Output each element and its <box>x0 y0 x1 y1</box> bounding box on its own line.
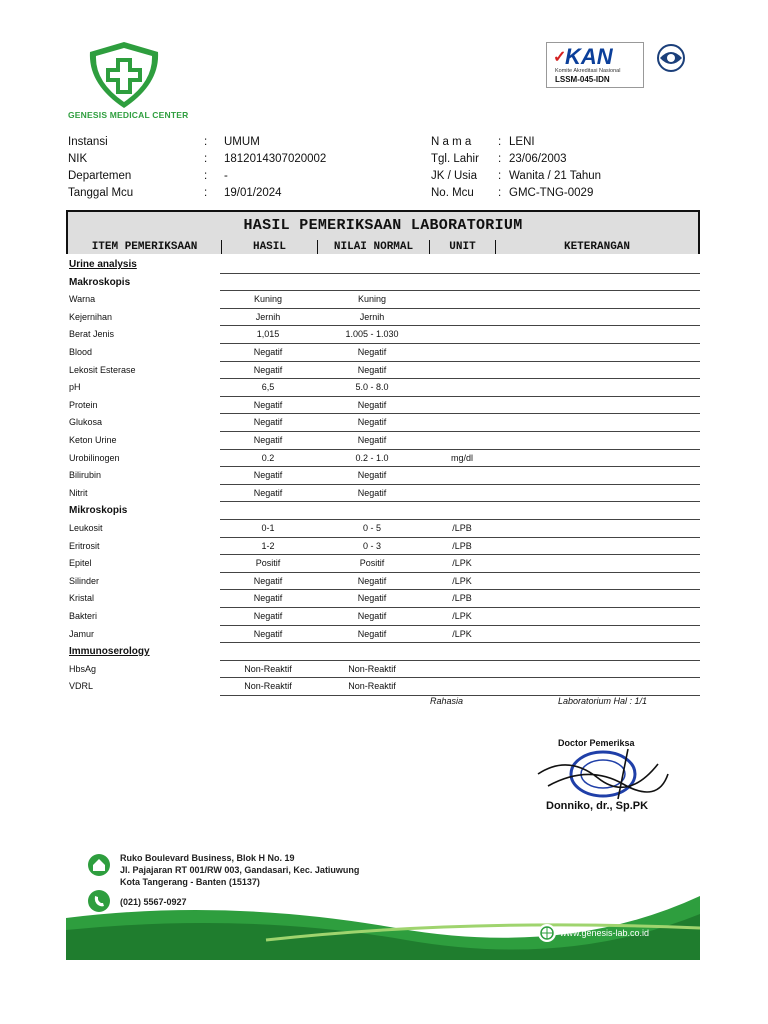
table-row <box>66 678 700 696</box>
signature-stamp-icon <box>528 744 678 804</box>
item-name: Epitel <box>69 558 92 569</box>
page-note: Laboratorium Hal : 1/1 <box>558 696 648 706</box>
normal-range: Negatif <box>357 417 387 428</box>
normal-range: Negatif <box>357 435 387 445</box>
normal-range: Negatif <box>357 399 387 410</box>
kan-id: LSSM-045-IDN <box>555 75 610 84</box>
item-name: Bakteri <box>69 611 98 621</box>
result-value: Negatif <box>253 611 283 621</box>
item-name: Nitrit <box>69 487 88 498</box>
section-row <box>66 256 700 274</box>
item-name: Lekosit Esterase <box>69 364 136 375</box>
unit-value: /LPK <box>452 611 472 621</box>
field-colon: : <box>498 187 502 199</box>
unit-value: mg/dl <box>450 452 473 463</box>
normal-range: Negatif <box>357 575 387 586</box>
normal-range: Negatif <box>357 593 387 604</box>
table-row <box>66 326 700 344</box>
table-row <box>66 432 700 450</box>
table-row <box>66 485 700 503</box>
result-value: Negatif <box>253 435 283 445</box>
normal-range: Negatif <box>357 347 387 357</box>
result-value: Negatif <box>253 417 283 428</box>
unit-value: /LPB <box>452 540 472 551</box>
table-row <box>66 661 700 679</box>
result-value: Negatif <box>253 487 283 498</box>
field-label: Tanggal Mcu <box>68 187 134 199</box>
field-colon: : <box>204 136 208 148</box>
normal-range: 0.2 - 1.0 <box>355 452 389 463</box>
globe-icon <box>648 42 694 76</box>
item-name: Warna <box>69 294 96 305</box>
field-value: 19/01/2024 <box>224 187 282 199</box>
result-value: Positif <box>255 558 281 569</box>
field-colon: : <box>204 153 208 165</box>
item-name: Protein <box>69 399 98 410</box>
normal-range: Negatif <box>357 487 387 498</box>
org-name: GENESIS MEDICAL CENTER <box>68 110 189 120</box>
table-row <box>66 344 700 362</box>
field-label: Departemen <box>68 170 132 182</box>
unit-value: /LPK <box>452 558 472 569</box>
result-value: Kuning <box>253 294 283 305</box>
table-row <box>66 520 700 538</box>
normal-range: Negatif <box>357 628 387 639</box>
table-row <box>66 538 700 556</box>
normal-range: 5.0 - 8.0 <box>355 382 389 393</box>
normal-range: Negatif <box>357 611 387 621</box>
result-value: Negatif <box>253 575 283 586</box>
result-value: Negatif <box>253 470 283 481</box>
field-colon: : <box>498 170 502 182</box>
table-row <box>66 397 700 415</box>
field-value: 23/06/2003 <box>509 153 567 165</box>
section-title: Mikroskopis <box>69 505 128 517</box>
col-header-hasil: HASIL <box>222 240 318 254</box>
item-name: HbsAg <box>69 663 97 674</box>
doctor-label: Doctor Pemeriksa <box>558 738 635 748</box>
field-value: Wanita / 21 Tahun <box>509 170 602 182</box>
normal-range: Negatif <box>357 470 387 481</box>
item-name: Glukosa <box>69 417 103 428</box>
field-label: Tgl. Lahir <box>431 153 479 165</box>
home-icon <box>88 854 110 876</box>
table-row <box>66 573 700 591</box>
phone-number: (021) 5567-0927 <box>120 897 187 907</box>
col-header-unit: UNIT <box>430 240 496 254</box>
result-value: 0-1 <box>261 523 275 533</box>
table-row <box>66 608 700 626</box>
phone-icon <box>88 890 110 912</box>
item-name: Bilirubin <box>69 470 102 481</box>
field-label: No. Mcu <box>431 187 474 199</box>
unit-value: /LPK <box>452 575 472 586</box>
field-colon: : <box>498 153 502 165</box>
field-colon: : <box>204 187 208 199</box>
item-name: Keton Urine <box>69 435 117 445</box>
accreditation-logos <box>546 42 696 88</box>
item-name: Silinder <box>69 575 100 586</box>
field-colon: : <box>498 136 502 148</box>
field-value: GMC-TNG-0029 <box>509 187 594 199</box>
address-line-3: Kota Tangerang - Banten (15137) <box>120 877 260 887</box>
result-value: Negatif <box>253 399 283 410</box>
item-name: pH <box>69 382 81 393</box>
doctor-name: Donniko, dr., Sp.PK <box>546 800 649 812</box>
table-row <box>66 414 700 432</box>
field-value: - <box>224 170 228 182</box>
item-name: VDRL <box>69 681 94 692</box>
normal-range: Kuning <box>357 294 387 305</box>
result-value: Negatif <box>253 347 283 357</box>
result-value: Non-Reaktif <box>244 681 292 692</box>
result-value: Negatif <box>253 364 283 375</box>
kan-subtitle: Komite Akreditasi Nasional <box>555 68 621 74</box>
kan-title: KAN <box>565 44 613 69</box>
col-header-normal: NILAI NORMAL <box>318 240 430 254</box>
section-row <box>66 643 700 661</box>
unit-value: /LPK <box>452 628 472 639</box>
normal-range: 0 - 5 <box>362 523 381 533</box>
section-title: Urine analysis <box>69 259 137 270</box>
result-value: 6,5 <box>261 382 275 393</box>
normal-range: 0 - 3 <box>362 540 381 551</box>
col-header-item: ITEM PEMERIKSAAN <box>68 240 222 254</box>
table-row <box>66 309 700 327</box>
col-header-keterangan: KETERANGAN <box>496 240 698 254</box>
table-row <box>66 379 700 397</box>
kan-logo <box>546 42 644 88</box>
result-value: Negatif <box>253 628 283 639</box>
item-name: Urobilinogen <box>69 452 120 463</box>
result-value: Non-Reaktif <box>244 663 292 674</box>
footer <box>66 838 700 960</box>
website-link[interactable]: www.genesis-lab.co.id <box>560 928 650 938</box>
result-value: Jernih <box>255 311 281 322</box>
section-title: Immunoserology <box>69 646 150 658</box>
item-name: Jamur <box>69 628 95 639</box>
genesis-logo <box>68 40 189 124</box>
result-value: 0.2 <box>261 452 275 463</box>
item-name: Kristal <box>69 593 95 604</box>
globe-icon <box>538 924 556 942</box>
footer-wave <box>66 878 700 960</box>
table-row <box>66 291 700 309</box>
normal-range: Jernih <box>359 311 385 322</box>
unit-value: /LPB <box>452 523 472 533</box>
table-row <box>66 626 700 644</box>
table-row <box>66 362 700 380</box>
unit-value: /LPB <box>452 593 472 604</box>
result-value: 1,015 <box>256 329 280 340</box>
table-row <box>66 467 700 485</box>
normal-range: Non-Reaktif <box>348 663 396 674</box>
result-value: 1-2 <box>261 540 275 551</box>
section-row <box>66 274 700 292</box>
field-value: LENI <box>509 136 535 148</box>
report-title: HASIL PEMERIKSAAN LABORATORIUM <box>68 212 698 241</box>
field-label: Instansi <box>68 136 108 148</box>
normal-range: 1.005 - 1.030 <box>345 329 399 340</box>
item-name: Eritrosit <box>69 540 100 551</box>
field-label: N a m a <box>431 136 472 148</box>
field-value: 1812014307020002 <box>224 153 327 165</box>
field-label: JK / Usia <box>431 170 478 182</box>
field-value: UMUM <box>224 136 260 148</box>
report-header <box>66 210 700 254</box>
table-row <box>66 555 700 573</box>
table-row <box>66 450 700 468</box>
table-row <box>66 590 700 608</box>
section-row <box>66 502 700 520</box>
iaf-logo <box>648 42 694 86</box>
field-colon: : <box>204 170 208 182</box>
normal-range: Positif <box>359 558 385 569</box>
normal-range: Negatif <box>357 364 387 375</box>
item-name: Berat Jenis <box>69 329 115 340</box>
check-icon: ✓ <box>553 49 567 66</box>
item-name: Kejernihan <box>69 311 113 322</box>
item-name: Blood <box>69 347 93 357</box>
signature-block <box>528 730 678 820</box>
address-line-1: Ruko Boulevard Business, Blok H No. 19 <box>120 853 295 863</box>
result-value: Negatif <box>253 593 283 604</box>
field-label: NIK <box>68 153 88 165</box>
item-name: Leukosit <box>69 523 103 533</box>
section-title: Makroskopis <box>69 276 131 288</box>
confidential-note: Rahasia <box>430 696 464 706</box>
normal-range: Non-Reaktif <box>348 681 396 692</box>
shield-cross-icon <box>68 40 180 112</box>
address-line-2: Jl. Pajajaran RT 001/RW 003, Gandasari, Kec. Jatiuwung <box>120 865 360 875</box>
